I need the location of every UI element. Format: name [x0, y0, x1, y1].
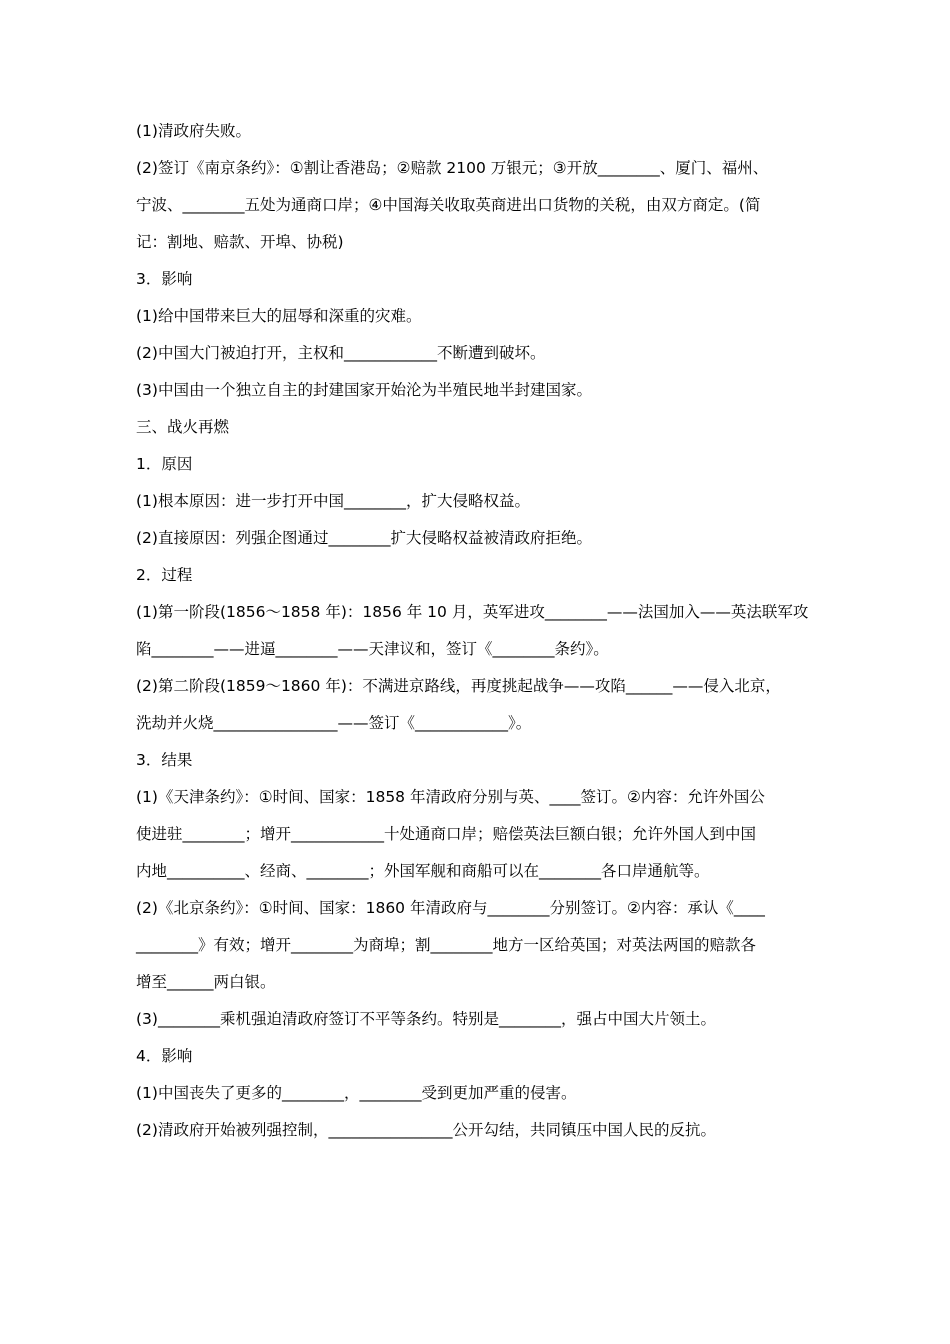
text-line: (1)根本原因：进一步打开中国________，扩大侵略权益。	[136, 492, 530, 510]
text-line: (1)中国丧失了更多的________，________受到更加严重的侵害。	[136, 1084, 577, 1102]
section-heading: 3．影响	[136, 270, 193, 288]
text-line: 使进驻________；增开____________十处通商口岸；赔偿英法巨额白银；允许外国人到中国	[136, 825, 757, 843]
text-line: 增至______两白银。	[136, 973, 276, 991]
text-line: 记：割地、赔款、开埠、协税)	[136, 233, 344, 251]
section-heading: 1．原因	[136, 455, 193, 473]
text-line: (1)第一阶段(1856～1858 年)：1856 年 10 月，英军进攻________——法国加入——英法联军攻	[136, 603, 809, 621]
section-heading: 3．结果	[136, 751, 193, 769]
text-line: (2)签订《南京条约》：①割让香港岛；②赔款 2100 万银元；③开放________、厦门、福州、	[136, 159, 769, 177]
text-line: (3)________乘机强迫清政府签订不平等条约。特别是________，强占中国大片领土。	[136, 1010, 716, 1028]
text-line: 陷________——进逼________——天津议和，签订《________条约》。	[136, 640, 609, 658]
chapter-heading: 三、战火再燃	[136, 418, 230, 436]
text-line: (3)中国由一个独立自主的封建国家开始沦为半殖民地半封建国家。	[136, 381, 592, 399]
text-line: (2)直接原因：列强企图通过________扩大侵略权益被清政府拒绝。	[136, 529, 592, 547]
text-line: (2)清政府开始被列强控制，________________公开勾结，共同镇压中国人民的反抗。	[136, 1121, 716, 1139]
text-line: ________》有效；增开________为商埠；割________地方一区给英国；对英法两国的赔款各	[136, 936, 757, 954]
text-line: (2)中国大门被迫打开，主权和____________不断遭到破坏。	[136, 344, 546, 362]
section-heading: 2．过程	[136, 566, 193, 584]
text-line: (2)《北京条约》：①时间、国家：1860 年清政府与________分别签订。②内容：承认《____	[136, 899, 765, 917]
document-body	[136, 120, 822, 1141]
text-line: (1)清政府失败。	[136, 122, 251, 140]
text-line: (1)给中国带来巨大的屈辱和深重的灾难。	[136, 307, 422, 325]
section-heading: 4．影响	[136, 1047, 193, 1065]
text-line: (1)《天津条约》：①时间、国家：1858 年清政府分别与英、____签订。②内容：允许外国公	[136, 788, 765, 806]
text-line: 宁波、________五处为通商口岸；④中国海关收取英商进出口货物的关税，由双方商定。(简	[136, 196, 761, 214]
text-line: (2)第二阶段(1859～1860 年)：不满进京路线，再度挑起战争——攻陷______——侵入北京，	[136, 677, 781, 695]
text-line: 内地__________、经商、________；外国军舰和商船可以在________各口岸通航等。	[136, 862, 710, 880]
text-line: 洗劫并火烧________________——签订《____________》。	[136, 714, 532, 732]
